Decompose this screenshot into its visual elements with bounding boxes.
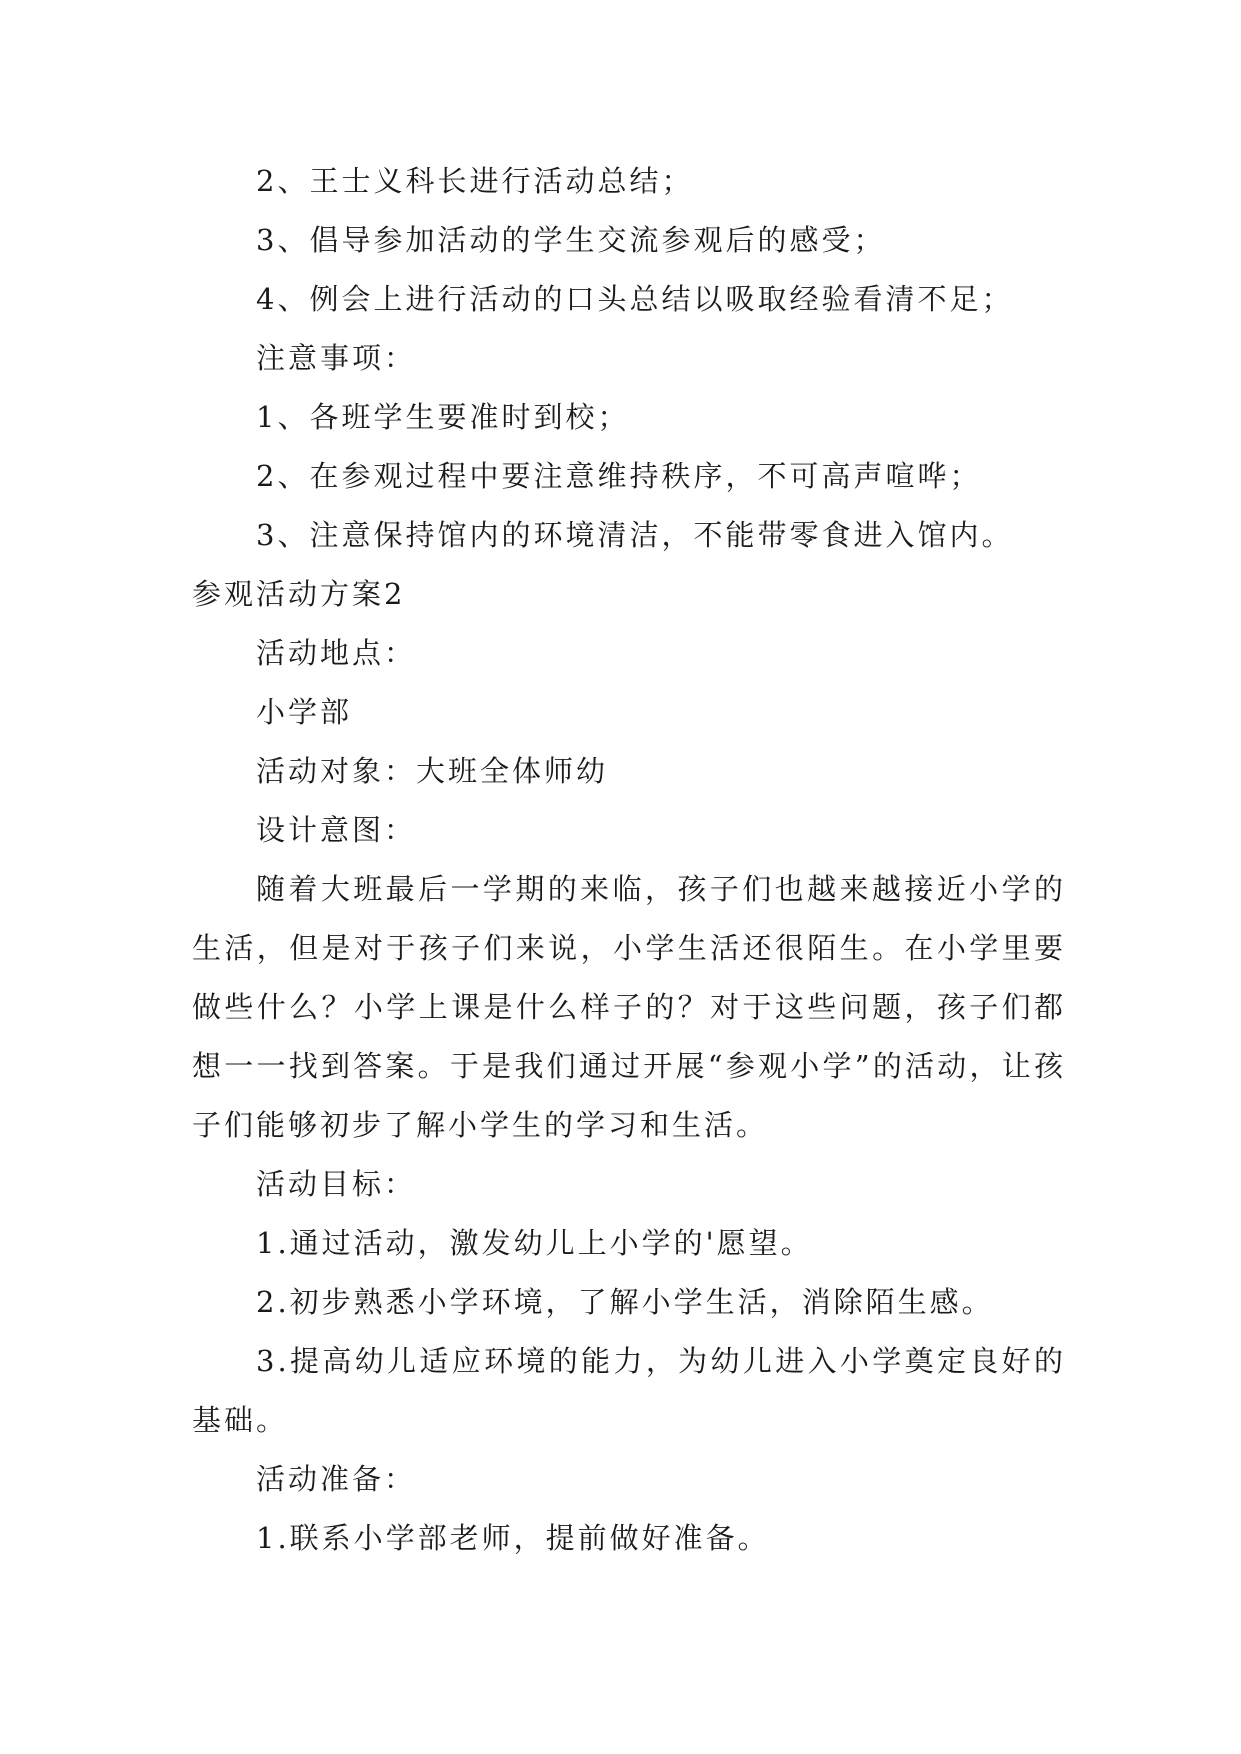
intent-paragraph: 随着大班最后一学期的来临，孩子们也越来越接近小学的生活，但是对于孩子们来说，小学生活还很陌生。在小学里要做些什么？小学上课是什么样子的？对于这些问题，孩子们都想一一找到答案。于是我们通过开展“参观小学”的活动，让孩子们能够初步了解小学生的学习和生活。 [192, 872, 1066, 1142]
note-item-2: 2、在参观过程中要注意维持秩序，不可高声喧哗； [256, 459, 982, 493]
goal-item-2: 2.初步熟悉小学环境，了解小学生活，消除陌生感。 [256, 1285, 994, 1319]
goals-label: 活动目标： [256, 1167, 417, 1201]
summary-item-3: 3、倡导参加活动的学生交流参观后的感受； [256, 223, 886, 257]
summary-item-2: 2、王士义科长进行活动总结； [256, 164, 694, 198]
section-title: 参观活动方案2 [192, 577, 406, 611]
note-item-3: 3、注意保持馆内的环境清洁，不能带零食进入馆内。 [256, 518, 1014, 552]
prep-item-1: 1.联系小学部老师，提前做好准备。 [256, 1521, 770, 1555]
location-label: 活动地点： [256, 636, 417, 670]
target-line: 活动对象：大班全体师幼 [256, 754, 609, 788]
summary-item-4: 4、例会上进行活动的口头总结以吸取经验看清不足； [256, 282, 1014, 316]
note-item-1: 1、各班学生要准时到校； [256, 400, 630, 434]
notes-heading: 注意事项： [256, 341, 417, 375]
goal-item-3: 3.提高幼儿适应环境的能力，为幼儿进入小学奠定良好的基础。 [192, 1344, 1066, 1437]
location-value: 小学部 [256, 695, 353, 729]
goal-item-1: 1.通过活动，激发幼儿上小学的'愿望。 [256, 1226, 813, 1260]
document-body [192, 152, 1066, 1568]
intent-label: 设计意图： [256, 813, 417, 847]
prep-label: 活动准备： [256, 1462, 417, 1496]
